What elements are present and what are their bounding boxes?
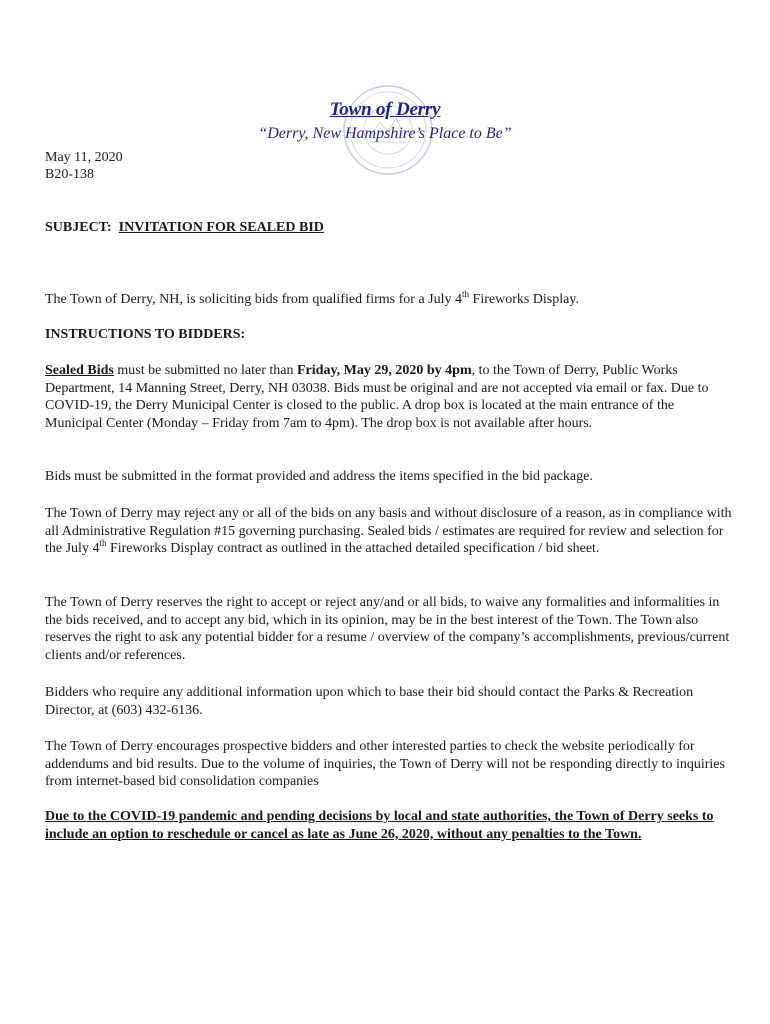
subject-text: INVITATION FOR SEALED BID: [118, 220, 324, 235]
intro-paragraph: [45, 291, 735, 309]
sealed-bids-text-2: , to the Town of Derry, Public Works Department, 14 Manning Street, Derry, NH 03038. Bids must be original and are not accepted via email or fax. Due to COVID-19, the Derry Municipal Center is closed to the public. A drop box is located at the main entrance of the Municipal Center (Monday – Friday from 7am to 4pm). The drop box is not available after hours.: [45, 363, 709, 431]
subject-label: SUBJECT:: [45, 220, 112, 235]
subject-line: [45, 220, 324, 236]
reject-paragraph: [45, 505, 735, 558]
sealed-bids-text-1: must be submitted no later than: [113, 363, 297, 378]
intro-sup: th: [462, 289, 470, 299]
contact-paragraph: Bidders who require any additional information upon which to base their bid should contact the Parks & Recreation Director, at (603) 432-6136.: [45, 685, 694, 718]
reject-before: The Town of Derry may reject any or all of the bids on any basis and without disclosure of a reason, as in compliance with all Administrative Regulation #15 governing purchasing. Sealed bids / estimates are required for review and selection for the July 4: [45, 506, 732, 557]
sealed-bids-paragraph: [45, 362, 735, 432]
intro-before: The Town of Derry, NH, is soliciting bids from qualified firms for a July 4: [45, 292, 463, 307]
intro-after: Fireworks Display.: [469, 292, 579, 307]
town-tagline: “Derry, New Hampshire’s Place to Be”: [258, 125, 512, 142]
bid-number: B20-138: [45, 167, 94, 182]
reserves-paragraph: The Town of Derry reserves the right to accept or reject any/and or all bids, to waive any formalities and informalities in the bids received, and to accept any bid, which in its opinion, may be in the best interest of the Town. The Town also reserves the right to ask any potential bidder for a resume / overview of the company’s accomplishments, previous/current clients and/or references.: [45, 595, 730, 663]
reject-after: Fireworks Display contract as outlined in the attached detailed specification / bid sheet.: [106, 541, 600, 557]
format-paragraph: Bids must be submitted in the format provided and address the items specified in the bid package.: [45, 469, 593, 484]
reject-sup: th: [99, 538, 107, 549]
bid-deadline: Friday, May 29, 2020 by 4pm: [297, 363, 472, 378]
sealed-bids-label: Sealed Bids: [45, 363, 114, 378]
letter-date: May 11, 2020: [45, 150, 123, 165]
instructions-heading: INSTRUCTIONS TO BIDDERS:: [45, 327, 246, 342]
website-paragraph: The Town of Derry encourages prospective bidders and other interested parties to check the website periodically for addendums and bid results. Due to the volume of inquiries, the Town of Derry will not be responding directly to inquiries from internet-based bid consolidation companies: [45, 739, 725, 790]
covid-notice: Due to the COVID-19 pandemic and pending decisions by local and state authorities, the Town of Derry seeks to include an option to reschedule or cancel as late as June 26, 2020, without any penalties to the Town.: [45, 809, 714, 842]
town-title: Town of Derry: [329, 99, 441, 120]
